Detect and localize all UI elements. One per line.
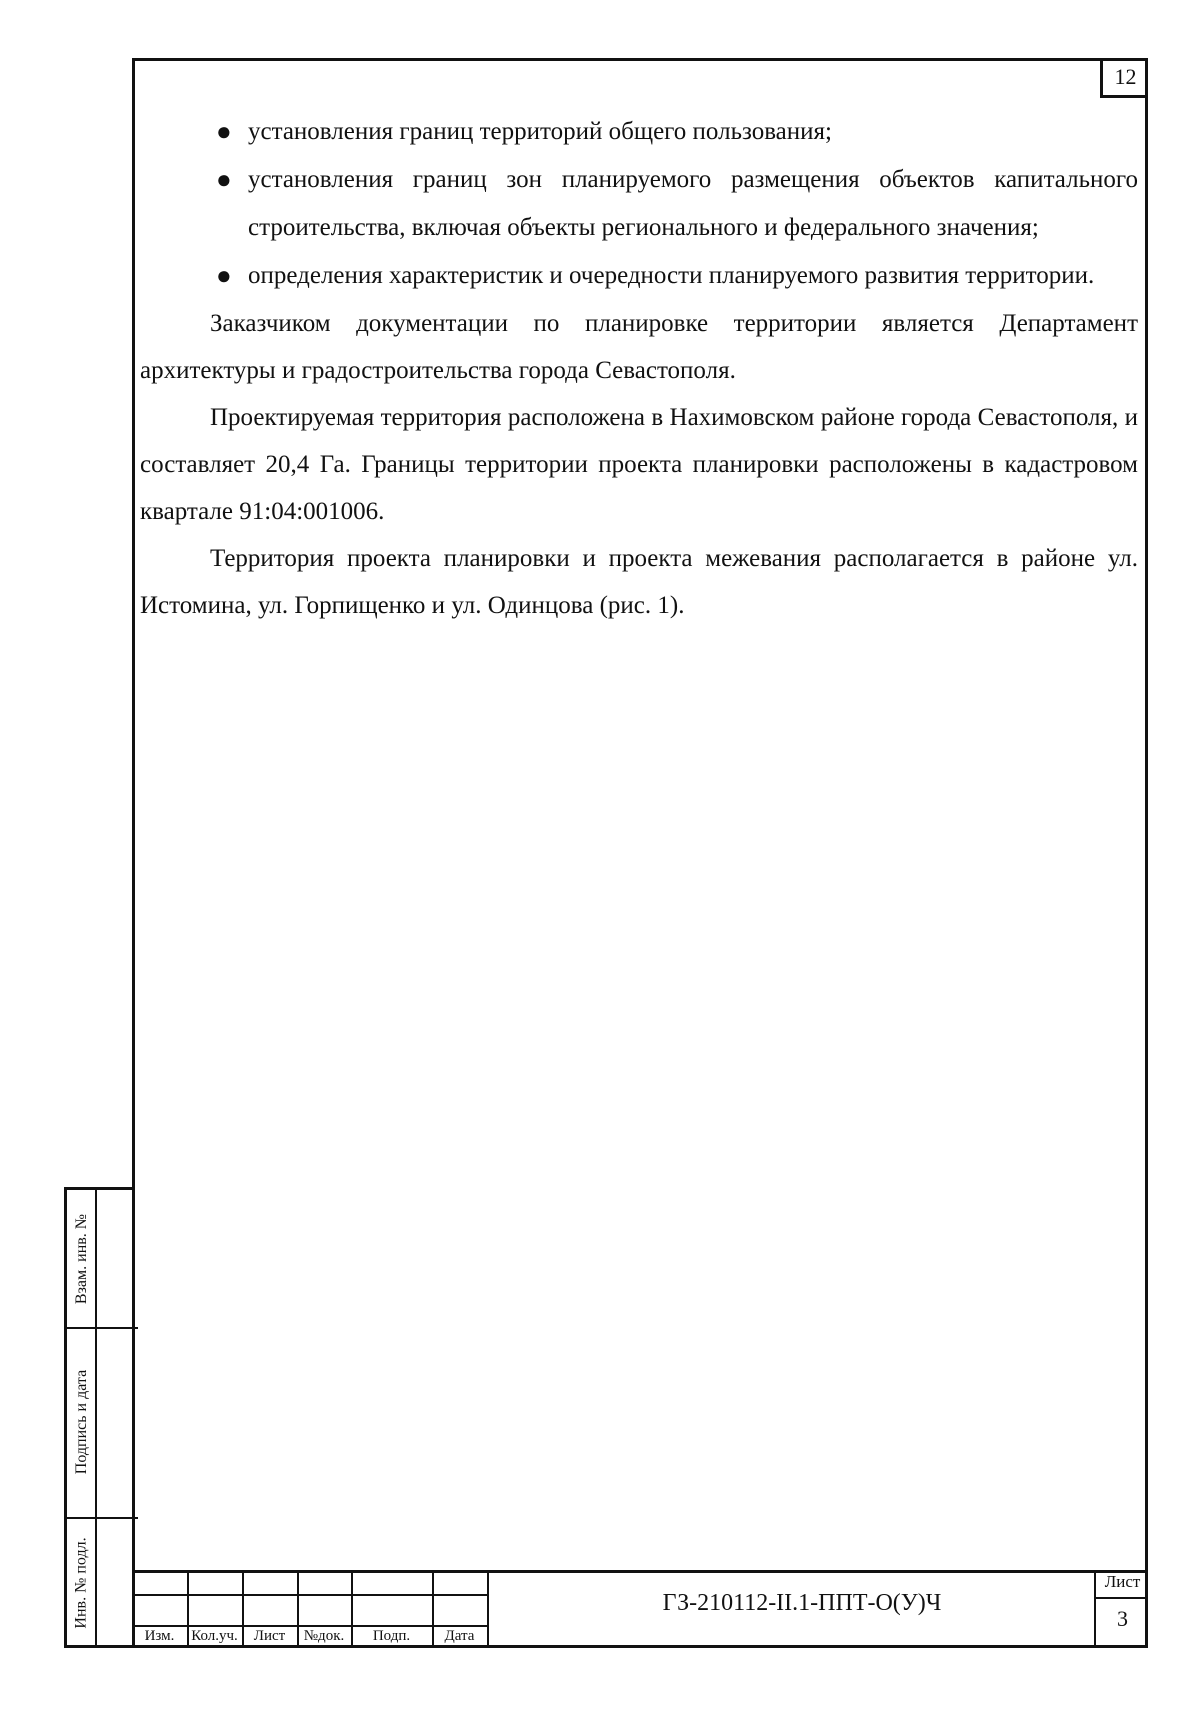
bullet-dot-icon: ● (216, 261, 232, 290)
document-body (140, 108, 1138, 629)
bullet-item (140, 108, 1138, 156)
bullet-text: определения характеристик и очередности планируемого развития территории. (248, 262, 1095, 289)
side-label-inv-podl: Инв. № подл. (73, 1536, 91, 1629)
bullet-text: установления границ зон планируемого размещения объектов капитального строительства, включая объекты регионального и федерального значения; (248, 166, 1138, 241)
header-list: Лист (253, 1628, 286, 1644)
side-stamp (64, 1187, 135, 1648)
sheet-label: Лист (1104, 1572, 1141, 1591)
paragraph-territory-location: Проектируемая территория расположена в Нахимовском районе города Севастополя, и составляет 20,4 Га. Границы территории проекта планировки расположены в кадастровом квартале 91:04:001006. (140, 404, 1138, 525)
document-code: ГЗ-210112-II.1-ППТ-О(У)Ч (662, 1590, 942, 1616)
paragraph-streets: Территория проекта планировки и проекта межевания располагается в районе ул. Истомина, ул. Горпищенко и ул. Одинцова (рис. 1). (140, 545, 1138, 619)
bullet-text: установления границ территорий общего пользования; (248, 118, 832, 145)
bullet-list (140, 108, 1138, 300)
bullet-dot-icon: ● (216, 165, 232, 194)
title-block (132, 1570, 1148, 1648)
header-izm: Изм. (144, 1628, 175, 1644)
sheet-number: 3 (1117, 1606, 1128, 1631)
bullet-dot-icon: ● (216, 117, 232, 146)
header-podp: Подп. (372, 1628, 411, 1644)
page-number: 12 (1100, 58, 1148, 98)
paragraph-customer: Заказчиком документации по планировке территории является Департамент архитектуры и градостроительства города Севастополя. (140, 310, 1138, 384)
header-kol-uch: Кол.уч. (191, 1628, 238, 1644)
header-data: Дата (444, 1628, 475, 1644)
bullet-item (140, 252, 1138, 300)
side-label-vzam: Взам. инв. № (73, 1213, 91, 1304)
side-label-podpis: Подпись и дата (73, 1369, 90, 1475)
title-block-top-line (132, 1570, 1148, 1573)
header-ndok: №док. (303, 1628, 345, 1644)
bullet-item (140, 156, 1138, 252)
